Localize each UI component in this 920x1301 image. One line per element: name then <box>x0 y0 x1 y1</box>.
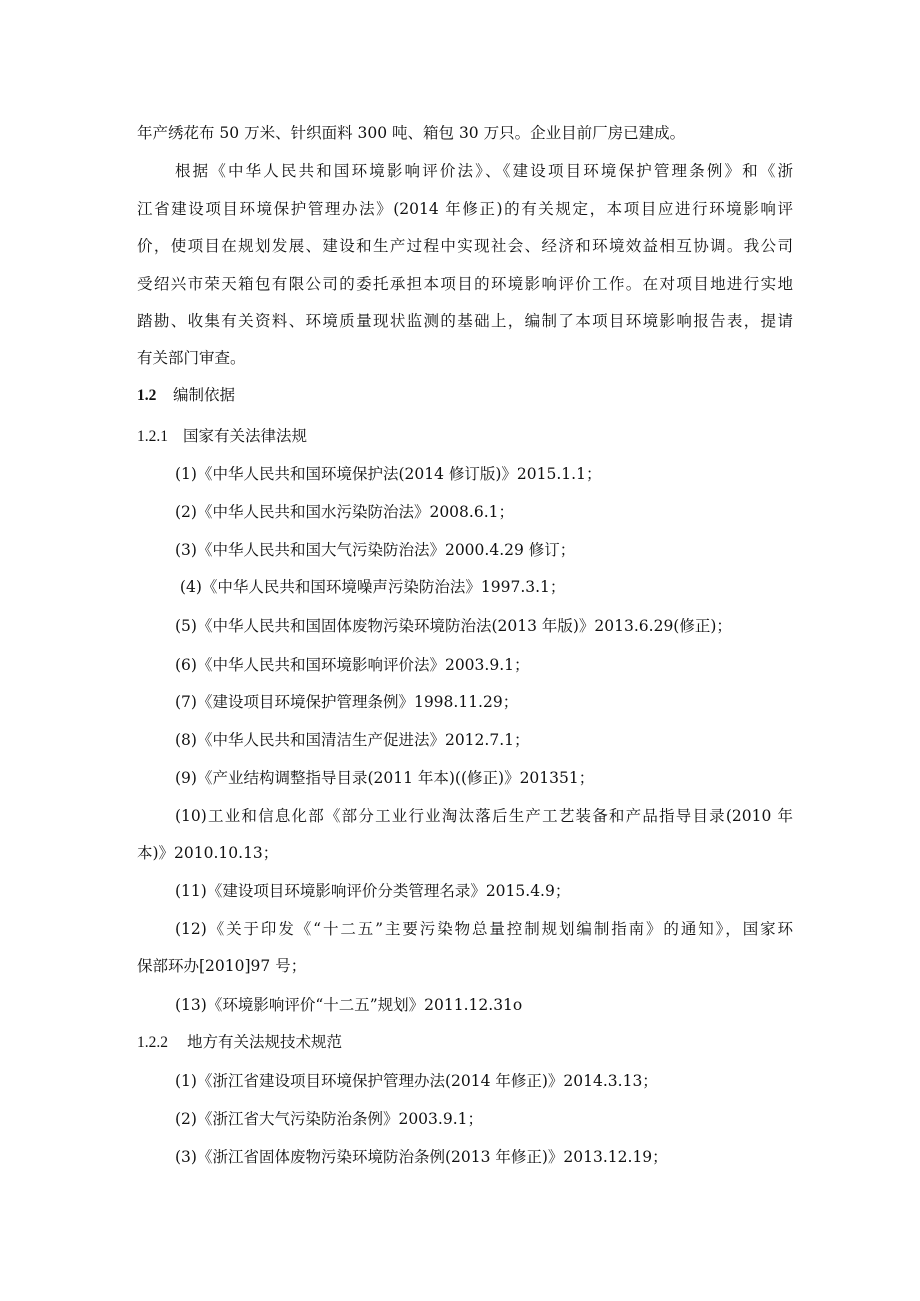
section-title: 地方有关法规技术规范 <box>187 1033 343 1051</box>
law-item-5: (5)《中华人民共和国固体废物污染环境防治法(2013 年版)》2013.6.29(修正)； <box>175 617 732 635</box>
intro-para-line-2: 江省建设项目环境保护管理办法》(2014 年修正)的有关规定，本项目应进行环境影响评 <box>137 200 793 218</box>
law-item-13: (13)《环境影响评价“十二五”规划》2011.12.31o <box>175 996 523 1014</box>
local-item-1: (1)《浙江省建设项目环境保护管理办法(2014 年修正)》2014.3.13； <box>175 1072 658 1090</box>
law-item-1: (1)《中华人民共和国环境保护法(2014 修订版)》2015.1.1； <box>175 465 602 483</box>
section-1-2-1-heading <box>137 426 307 447</box>
law-item-10-line-1: (10)工业和信息化部《部分工业行业淘汰落后生产工艺装备和产品指导目录(2010 年 <box>175 807 793 825</box>
law-item-7: (7)《建设项目环境保护管理条例》1998.11.29； <box>175 693 519 711</box>
section-number: 1.2 <box>137 387 157 404</box>
section-number: 1.2.2 <box>137 1034 168 1051</box>
law-item-10-line-2: 本)》2010.10.13； <box>137 844 279 862</box>
law-item-2: (2)《中华人民共和国水污染防治法》2008.6.1； <box>175 503 514 521</box>
intro-para-line-3: 价，使项目在规划发展、建设和生产过程中实现社会、经济和环境效益相互协调。我公司 <box>137 237 793 255</box>
law-item-12-line-1: (12)《关于印发《“十二五”主要污染物总量控制规划编制指南》的通知》，国家环 <box>175 920 793 938</box>
law-item-9: (9)《产业结构调整指导目录(2011 年本)((修正)》201351； <box>175 769 595 787</box>
section-title: 国家有关法律法规 <box>183 427 308 445</box>
intro-para-line-1: 根据《中华人民共和国环境影响评价法》、《建设项目环境保护管理条例》和《浙 <box>175 162 793 180</box>
law-item-8: (8)《中华人民共和国清洁生产促进法》2012.7.1； <box>175 731 530 749</box>
law-item-11: (11)《建设项目环境影响评价分类管理名录》2015.4.9； <box>175 882 571 900</box>
local-item-3: (3)《浙江省固体废物污染环境防治条例(2013 年修正)》2013.12.19； <box>175 1148 668 1166</box>
section-title: 编制依据 <box>173 386 236 404</box>
section-number: 1.2.1 <box>137 428 168 445</box>
law-item-12-line-2: 保部环办[2010]97 号； <box>137 957 307 975</box>
law-item-3: (3)《中华人民共和国大气污染防治法》2000.4.29 修订； <box>175 541 576 559</box>
law-item-6: (6)《中华人民共和国环境影响评价法》2003.9.1； <box>175 656 530 674</box>
section-1-2-heading <box>137 385 235 406</box>
intro-para-line-6: 有关部门审查。 <box>137 349 246 367</box>
local-item-2: (2)《浙江省大气污染防治条例》2003.9.1； <box>175 1110 483 1128</box>
law-item-4: (4)《中华人民共和国环境噪声污染防治法》1997.3.1； <box>175 578 566 596</box>
section-1-2-2-heading <box>137 1032 342 1053</box>
intro-para-line-5: 踏勘、收集有关资料、环境质量现状监测的基础上，编制了本项目环境影响报告表，提请 <box>137 312 793 330</box>
intro-para-line-4: 受绍兴市荣天箱包有限公司的委托承担本项目的环境影响评价工作。在对项目地进行实地 <box>137 275 793 293</box>
intro-line-1: 年产绣花布 50 万米、针织面料 300 吨、箱包 30 万只。企业目前厂房已建成。 <box>137 124 686 142</box>
